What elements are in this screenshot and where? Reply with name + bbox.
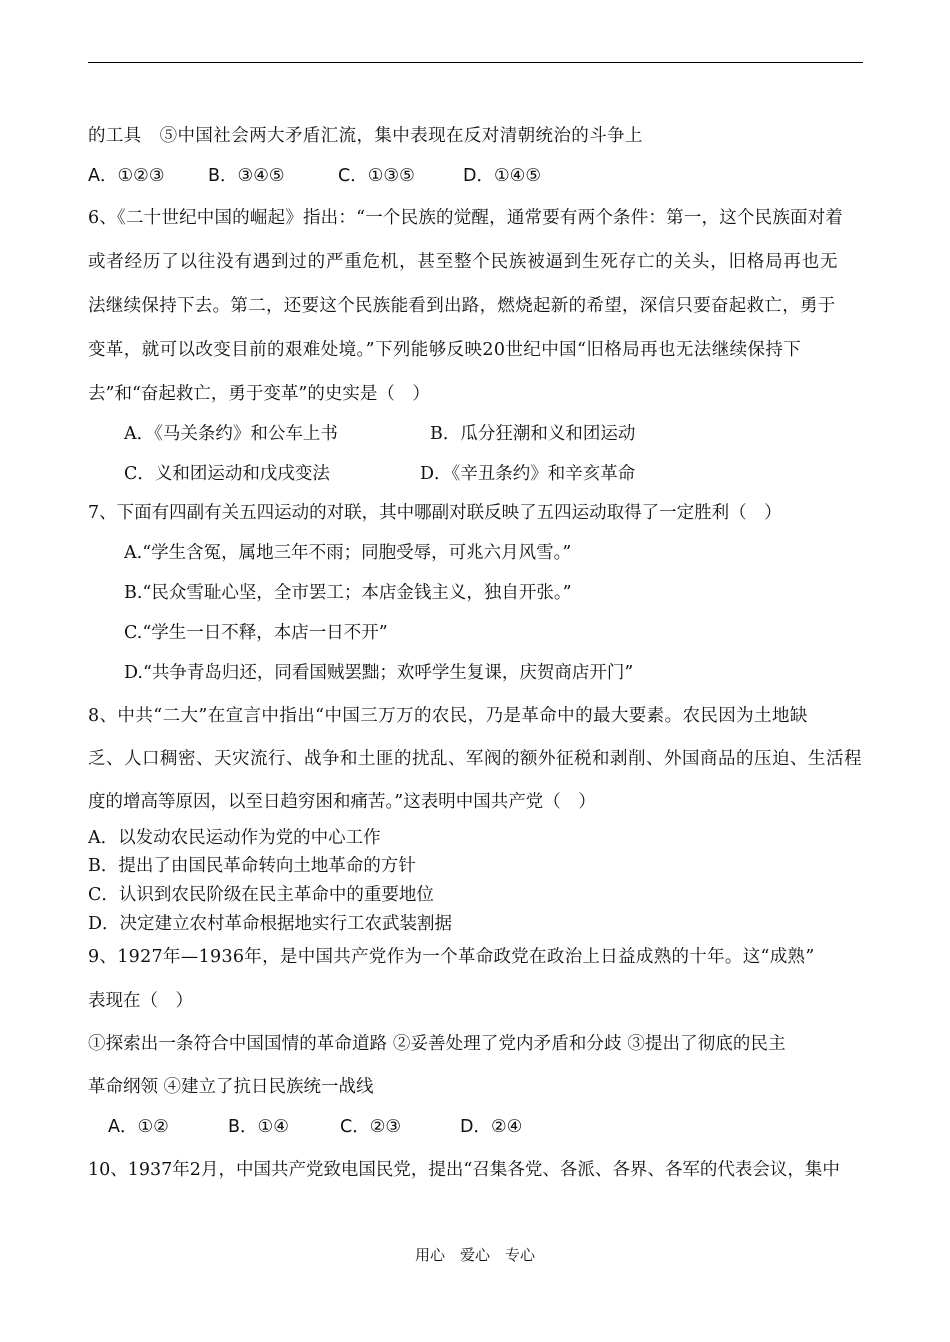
q9-option-a: A．①②	[108, 1117, 169, 1137]
q9-option-b: B．①④	[228, 1117, 289, 1137]
q6-option-b: B．瓜分狂潮和义和团运动	[430, 424, 636, 444]
q5-options	[88, 164, 541, 188]
q9-option-c: C．②③	[340, 1117, 402, 1137]
q6-option-a: A．《马关条约》和公车上书	[124, 424, 338, 444]
q5-option-c: C．①③⑤	[338, 166, 415, 186]
q8-line-2: 乏、人口稠密、天灾流行、战争和土匪的扰乱、军阀的额外征税和剥削、外国商品的压迫、生活程	[88, 749, 862, 769]
q9-options	[108, 1115, 522, 1139]
q6-line-2: 或者经历了以往没有遇到过的严重危机，甚至整个民族被逼到生死存亡的关头，旧格局再也无	[88, 252, 839, 272]
page-footer: 用心 爱心 专心	[414, 1246, 535, 1264]
q8-option-c: C．认识到农民阶级在民主革命中的重要地位	[88, 885, 434, 905]
q9-line-4: 革命纲领 ④建立了抗日民族统一战线	[88, 1077, 374, 1097]
q8-option-d: D．决定建立农村革命根据地实行工农武装割据	[88, 914, 453, 934]
q9-line-1: 9、1927年—1936年，是中国共产党作为一个革命政党在政治上日益成熟的十年。这“成熟”	[88, 947, 815, 967]
q6-line-3: 法继续保持下去。第二，还要这个民族能看到出路，燃烧起新的希望，深信只要奋起救亡，勇于	[88, 296, 836, 316]
q7-option-c: C.“学生一日不释，本店一日不开”	[124, 623, 388, 643]
q8-option-a: A．以发动农民运动作为党的中心工作	[88, 828, 381, 848]
q5-option-b: B．③④⑤	[208, 166, 285, 186]
q9-line-3: ①探索出一条符合中国国情的革命道路 ②妥善处理了党内矛盾和分歧 ③提出了彻底的民主	[88, 1034, 786, 1054]
q6-line-4: 变革，就可以改变目前的艰难处境。”下列能够反映20世纪中国“旧格局再也无法继续保持下	[88, 340, 802, 360]
q10-line-1: 10、1937年2月，中国共产党致电国民党，提出“召集各党、各派、各界、各军的代表会议，集中	[88, 1160, 840, 1180]
q5-option-d: D．①④⑤	[463, 166, 542, 186]
q7-option-a: A.“学生含冤，属地三年不雨；同胞受辱，可兆六月风雪。”	[124, 543, 572, 563]
q6-option-c: C．义和团运动和戊戌变法	[124, 464, 330, 484]
q7-option-b: B.“民众雪耻心坚，全市罢工；本店金钱主义，独自开张。”	[124, 583, 572, 603]
q9-option-d: D．②④	[460, 1117, 523, 1137]
q8-line-3: 度的增高等原因，以至日趋穷困和痛苦。”这表明中国共产党（ ）	[88, 792, 596, 812]
q8-option-b: B．提出了由国民革命转向土地革命的方针	[88, 856, 416, 876]
q8-line-1: 8、中共“二大”在宣言中指出“中国三万万的农民，乃是革命中的最大要素。农民因为土地缺	[88, 706, 808, 726]
q6-line-1: 6、《二十世纪中国的崛起》指出：“一个民族的觉醒，通常要有两个条件：第一，这个民族面对着	[88, 208, 844, 228]
q6-line-5: 去”和“奋起救亡，勇于变革”的史实是（ ）	[88, 384, 430, 404]
q7-stem: 7、下面有四副有关五四运动的对联，其中哪副对联反映了五四运动取得了一定胜利（ ）	[88, 503, 782, 523]
header-rule	[88, 62, 863, 63]
q6-option-d: D．《辛丑条约》和辛亥革命	[420, 464, 636, 484]
q5-tail: 的工具 ⑤中国社会两大矛盾汇流，集中表现在反对清朝统治的斗争上	[88, 126, 643, 146]
q9-line-2: 表现在（ ）	[88, 991, 193, 1011]
q7-option-d: D.“共争青岛归还，同看国贼罢黜；欢呼学生复课，庆贺商店开门”	[124, 663, 634, 683]
q5-option-a: A．①②③	[88, 166, 165, 186]
